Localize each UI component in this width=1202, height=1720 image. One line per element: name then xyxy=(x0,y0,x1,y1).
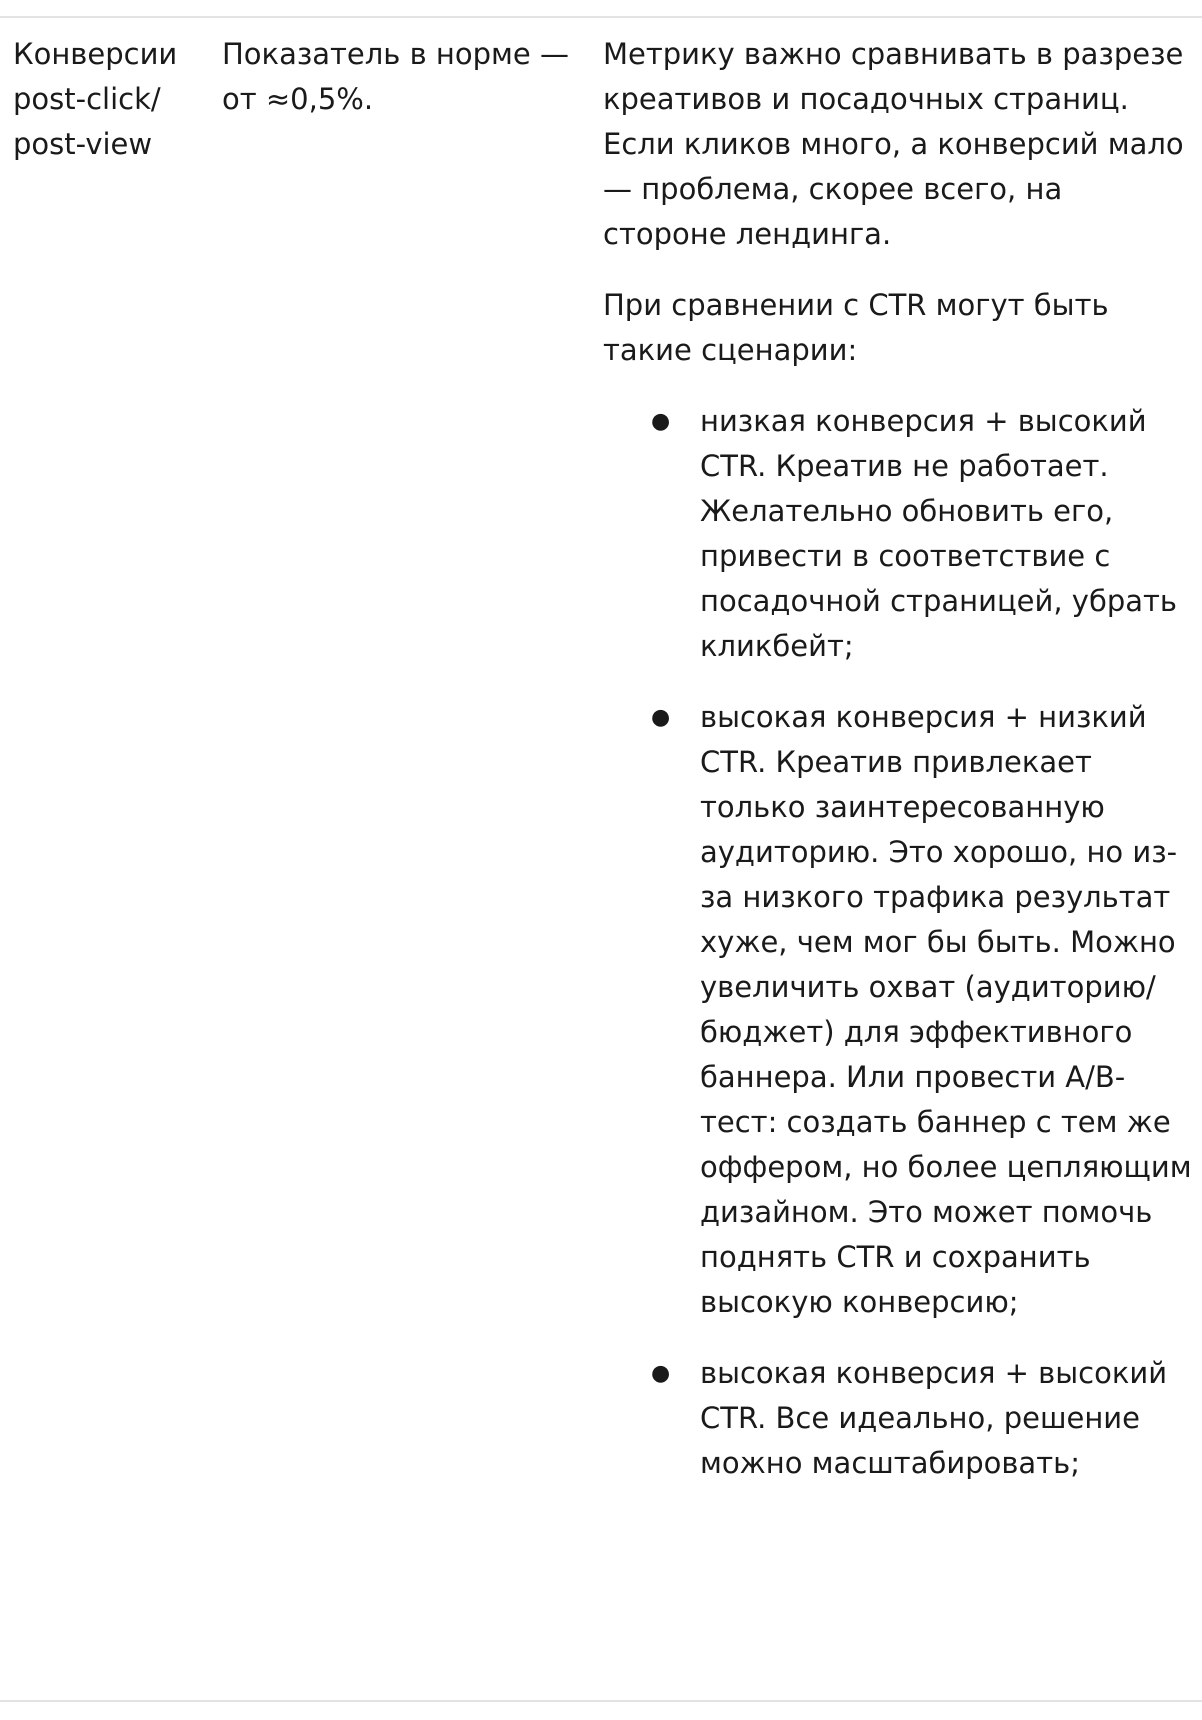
scenario-text: низкая конверсия + высокий CTR. Креатив не работает. Желательно обновить его, привести в соответствие с посадочной страницей, убрать кликбейт; xyxy=(700,404,1178,663)
bullet-icon: ● xyxy=(651,705,671,730)
norm-value-cell: Показатель в норме — от ≈0,5%. xyxy=(222,37,569,116)
notes-cell xyxy=(603,32,1193,1512)
scenarios-list xyxy=(603,399,1193,1486)
bullet-icon: ● xyxy=(651,1361,671,1386)
scenarios-lead-paragraph: При сравнении с CTR могут быть такие сценарии: xyxy=(603,288,1109,367)
list-item xyxy=(603,695,1193,1325)
table-row-top-border xyxy=(0,16,1202,18)
bullet-icon: ● xyxy=(651,409,671,434)
table-row-bottom-border xyxy=(0,1700,1202,1702)
scenario-text: высокая конверсия + низкий CTR. Креатив привлекает только заинтересованную аудиторию. Это хорошо, но из-за низкого трафика результат хуже, чем мог бы быть. Можно увеличить охват (аудиторию/бюджет) для эффективного баннера. Или провести A/B-тест: создать баннер с тем же оффером, но более цепляющим дизайном. Это может помочь поднять CTR и сохранить высокую конверсию; xyxy=(700,700,1192,1319)
notes-intro-paragraph: Метрику важно сравнивать в разрезе креативов и посадочных страниц. Если кликов много, а конверсий мало — проблема, скорее всего, на стороне лендинга. xyxy=(603,37,1184,251)
list-item xyxy=(603,399,1193,669)
scenario-text: высокая конверсия + высокий CTR. Все идеально, решение можно масштабировать; xyxy=(700,1356,1168,1480)
metric-name-cell: Конверсии post-click/ post-view xyxy=(13,37,178,161)
list-item xyxy=(603,1351,1193,1486)
